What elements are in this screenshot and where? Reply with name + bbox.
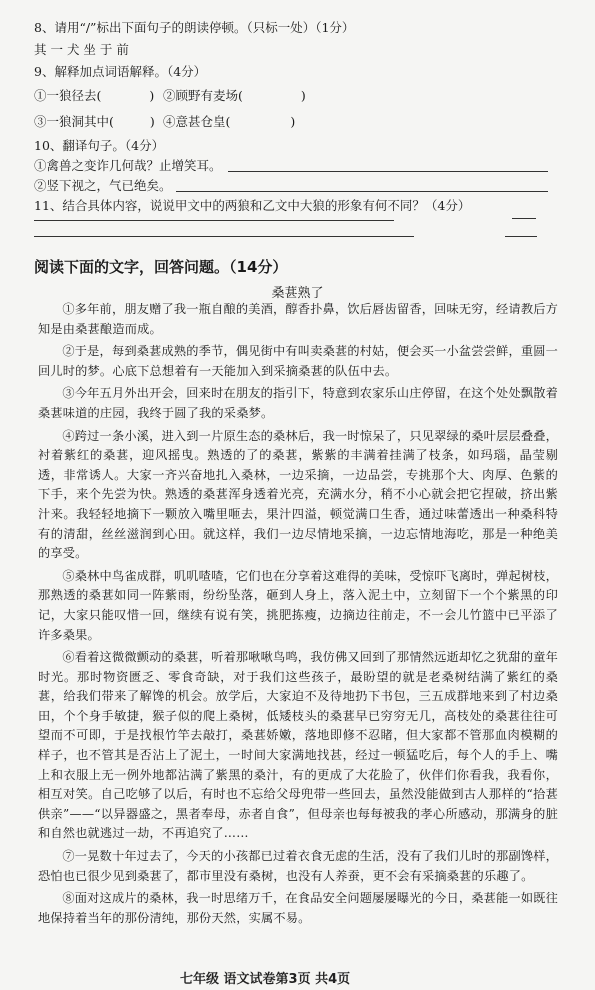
question-10-item-a: ①禽兽之变诈几何哉？止增笑耳。 — [34, 158, 222, 173]
question-9-item-d-close: ) — [290, 114, 296, 129]
question-9-item-a-close: ) — [149, 88, 155, 103]
answer-line — [34, 236, 414, 237]
question-10: 10、翻译句子。（4分） — [34, 138, 165, 153]
answer-line — [512, 218, 536, 219]
question-9: 9、解释加点词语解释。（4分） — [34, 64, 207, 79]
article-paragraph: ③今年五月外出开会，回来时在朋友的指引下，特意到农家乐山庄停留，在这个处处飘散着桑葚味道的庄园，我终于圆了我的采桑梦。 — [38, 386, 558, 420]
question-8: 8、请用“/”标出下面句子的朗读停顿。（只标一处）（1分） — [34, 20, 355, 35]
article-paragraph: ⑤桑林中鸟雀成群，叽叽喳喳，它们也在分享着这难得的美味，受惊吓飞离时，弹起树枝，那熟透的桑葚如同一阵紫雨，纷纷坠落，砸到人身上，落入泥土中，立刻留下一个个紫黑的印记，大家只能叹惜一回，继续有说有笑，挑肥拣瘦，边摘边往前走，不一会儿竹篮中已平添了许多桑果。 — [38, 568, 558, 642]
article-paragraph: ②于是，每到桑葚成熟的季节，偶见街中有叫卖桑葚的村姑，便会买一小盆尝尝鲜，重圆一回儿时的梦。心底下总想着有一天能加入到采摘桑葚的队伍中去。 — [38, 344, 558, 378]
question-9-item-a-text: ①一狼径去( — [34, 88, 102, 103]
article-paragraph: ④跨过一条小溪，进入到一片原生态的桑林后，我一时惊呆了，只见翠绿的桑叶层层叠叠，衬着紫红的桑葚，迎风摇曳。熟透的了的桑葚，紫紫的丰满着挂满了枝条，如玛瑙，晶莹剔透，非常诱人。大家一齐兴奋地扎入桑林，一边采摘，一边品尝，专挑那个大、肉厚、色紫的下手，来个先尝为快。熟透的桑葚浑身透着光亮，充满水分，稍不小心就会把它捏破，挤出紫汁来。我轻轻地摘下一颗放入嘴里咂去，果汁四溢，顿觉满口生香，通过味蕾透出一种桑科特有的清甜，丝丝滋润到心田。就这样，我们一边尽情地采摘，一边忘情地海吃，那是一种绝美的享受。 — [38, 428, 558, 561]
answer-line — [176, 191, 548, 192]
article-paragraph: ⑦一晃数十年过去了，今天的小孩都已过着衣食无虑的生活，没有了我们儿时的那副馋样，恐怕也已很少见到桑葚了，都市里没有桑树，也没有人养蚕，更不会有采摘桑葚的乐趣了。 — [38, 849, 558, 883]
question-11: 11、结合具体内容，说说甲文中的两狼和乙文中大狼的形象有何不同？（4分） — [34, 198, 471, 213]
page-footer: 七年级 语文试卷第3页 共4页 — [180, 972, 351, 987]
question-10-item-b: ②竖下视之，气已绝矣。 — [34, 178, 172, 193]
question-9-item-c-close: ) — [149, 114, 155, 129]
article-paragraph: ⑧面对这成片的桑林，我一时思绪万千，在食品安全问题屡屡曝光的今日，桑葚能一如既往地保持着当年的那份清纯，那份天然，实属不易。 — [38, 891, 558, 925]
question-9-item-c — [34, 114, 155, 130]
question-9-item-c-text: ③一狼洞其中( — [34, 114, 114, 129]
question-9-item-b-text: ②顾野有麦场( — [163, 88, 243, 103]
question-9-item-b — [163, 88, 306, 104]
question-9-item-d-text: ④意甚仓皇( — [163, 114, 231, 129]
question-9-item-b-close: ) — [300, 88, 306, 103]
article-body — [38, 300, 558, 931]
answer-line — [34, 220, 394, 221]
question-9-item-a — [34, 88, 154, 104]
article-paragraph: ⑥看着这微微颤动的桑葚，听着那啾啾鸟鸣，我仿佛又回到了那情然远逝却忆之犹甜的童年时光。那时物资匮乏、零食奇缺，对于我们这些孩子，最盼望的就是老桑树结满了紫红的桑葚，给我们带来了解馋的机会。放学后，大家迫不及待地扔下书包，三五成群地来到了村边桑田，个个身手敏捷，猴子似的爬上桑树，低矮枝头的桑葚早已穷穷无几，高枝处的桑葚往往可望而不可即，于是找根竹竿去敲打，桑葚娇嫩，落地即修不忍睹，但大家都不管那血肉模糊的样子，也不管其是否沾上了泥土，一时间大家满地找甚，经过一顿猛吃后，每个人的手上、嘴上和衣服上无一例外地都沾满了紫黑的桑汁，有的更成了大花脸了，伙伴们你看我，我看你，相互对笑。自己吃够了以后，有时也不忘给父母兜带一些回去，虽然没能做到古人那样的“拾葚供亲”——“以异器盛之，黑者奉母，赤者自食”，但母亲也每每被我的孝心所感动，那满身的脏和自然也就逃过一劫，不再追究了…… — [38, 650, 558, 841]
answer-line — [505, 236, 537, 237]
question-9-item-d — [163, 114, 295, 130]
article-title: 桑葚熟了 — [271, 286, 324, 301]
article-paragraph: ①多年前，朋友赠了我一瓶自酿的美酒，醇香扑鼻，饮后唇齿留香，回味无穷，经请教后方知是由桑葚酿造而成。 — [38, 302, 558, 336]
section-title: 阅读下面的文字，回答问题。（14分） — [34, 258, 288, 276]
answer-line — [228, 171, 548, 172]
question-8-sentence: 其 一 犬 坐 于 前 — [34, 42, 129, 57]
